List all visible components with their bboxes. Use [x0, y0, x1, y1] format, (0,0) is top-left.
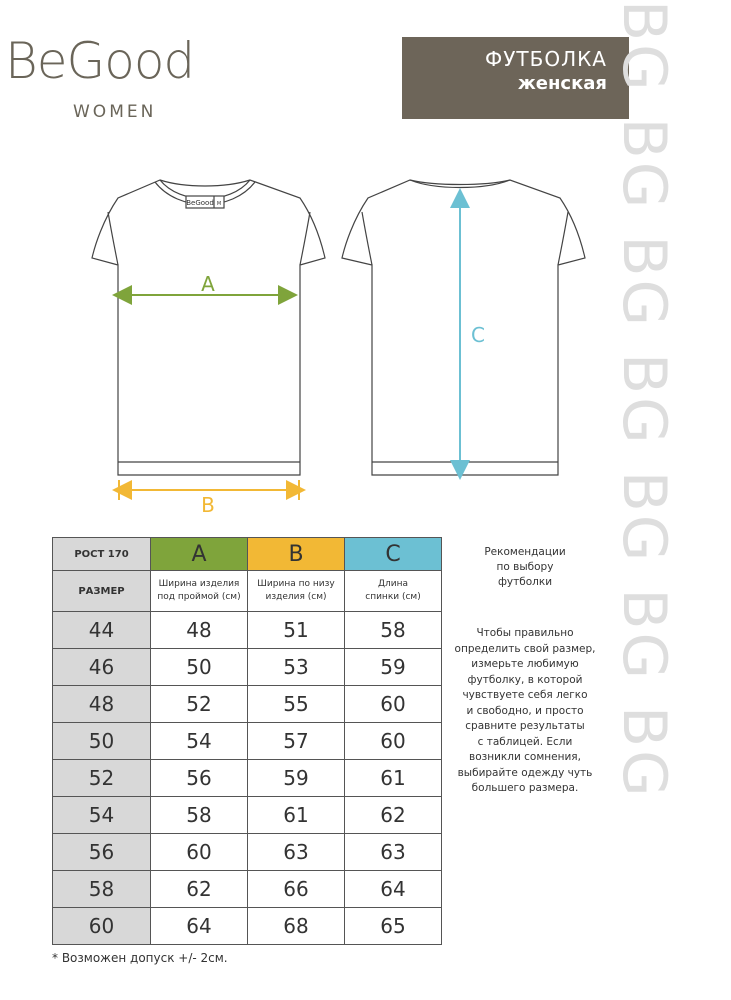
size-cell: 52: [53, 760, 151, 797]
product-subtitle: женская: [517, 73, 607, 94]
table-row: [53, 760, 442, 797]
product-title: ФУТБОЛКА: [484, 47, 607, 71]
value-b: 51: [248, 612, 345, 649]
size-cell: 56: [53, 834, 151, 871]
value-a: 62: [151, 871, 248, 908]
col-c-header: C: [345, 538, 442, 571]
size-cell: 48: [53, 686, 151, 723]
table-row: [53, 686, 442, 723]
table-row: [53, 797, 442, 834]
size-cell: 54: [53, 797, 151, 834]
size-cell: 46: [53, 649, 151, 686]
watermark-text: BG BG BG BG BG BG BG: [609, 0, 679, 801]
size-cell: 50: [53, 723, 151, 760]
value-a: 48: [151, 612, 248, 649]
table-row: [53, 834, 442, 871]
value-b: 55: [248, 686, 345, 723]
brand-logo: [5, 32, 235, 122]
advice-text: Чтобы правильно определить свой размер, измерьте любимую футболку, в которой чувствуете себя легко и свободно, и просто сравните результаты с таблицей. Если возникли сомнения, выбирайте одежду чуть большего размера.: [454, 627, 596, 794]
brand-name: BeGood: [5, 32, 195, 90]
value-b: 53: [248, 649, 345, 686]
value-c: 60: [345, 723, 442, 760]
col-b-description: Ширина по низу изделия (см): [248, 571, 345, 612]
value-a: 58: [151, 797, 248, 834]
size-table: [52, 537, 442, 945]
table-row: [53, 908, 442, 945]
garment-tag-size: M: [216, 201, 222, 207]
value-a: 50: [151, 649, 248, 686]
size-cell: 44: [53, 612, 151, 649]
measure-b-label: B: [201, 493, 215, 517]
tolerance-footnote: * Возможен допуск +/- 2см.: [52, 951, 228, 965]
table-row: [53, 723, 442, 760]
value-b: 61: [248, 797, 345, 834]
value-a: 64: [151, 908, 248, 945]
table-subheader-row: [53, 571, 442, 612]
tshirt-back: [342, 180, 585, 475]
table-row: [53, 649, 442, 686]
garment-tag-brand: BeGood: [186, 199, 214, 207]
value-c: 61: [345, 760, 442, 797]
value-a: 56: [151, 760, 248, 797]
size-cell: 58: [53, 871, 151, 908]
value-c: 58: [345, 612, 442, 649]
value-c: 62: [345, 797, 442, 834]
value-c: 63: [345, 834, 442, 871]
value-b: 68: [248, 908, 345, 945]
value-a: 60: [151, 834, 248, 871]
value-c: 64: [345, 871, 442, 908]
value-b: 66: [248, 871, 345, 908]
table-row: [53, 612, 442, 649]
col-a-description: Ширина изделия под проймой (см): [151, 571, 248, 612]
tshirt-front: [92, 180, 325, 475]
table-header-row: [53, 538, 442, 571]
measure-c-label: C: [471, 323, 485, 347]
col-a-header: A: [151, 538, 248, 571]
col-c-description: Длина спинки (см): [345, 571, 442, 612]
value-c: 59: [345, 649, 442, 686]
size-label: РАЗМЕР: [53, 571, 151, 612]
brand-subtitle: WOMEN: [73, 102, 157, 122]
value-b: 59: [248, 760, 345, 797]
measure-a-label: A: [201, 272, 215, 296]
height-label: РОСТ 170: [53, 538, 151, 571]
value-b: 57: [248, 723, 345, 760]
value-c: 65: [345, 908, 442, 945]
size-cell: 60: [53, 908, 151, 945]
product-title-box: [402, 37, 629, 119]
table-row: [53, 871, 442, 908]
value-a: 54: [151, 723, 248, 760]
value-c: 60: [345, 686, 442, 723]
value-b: 63: [248, 834, 345, 871]
value-a: 52: [151, 686, 248, 723]
col-b-header: B: [248, 538, 345, 571]
tshirt-diagram: [0, 150, 713, 520]
recommendations-heading: Рекомендации по выбору футболки: [484, 546, 566, 588]
